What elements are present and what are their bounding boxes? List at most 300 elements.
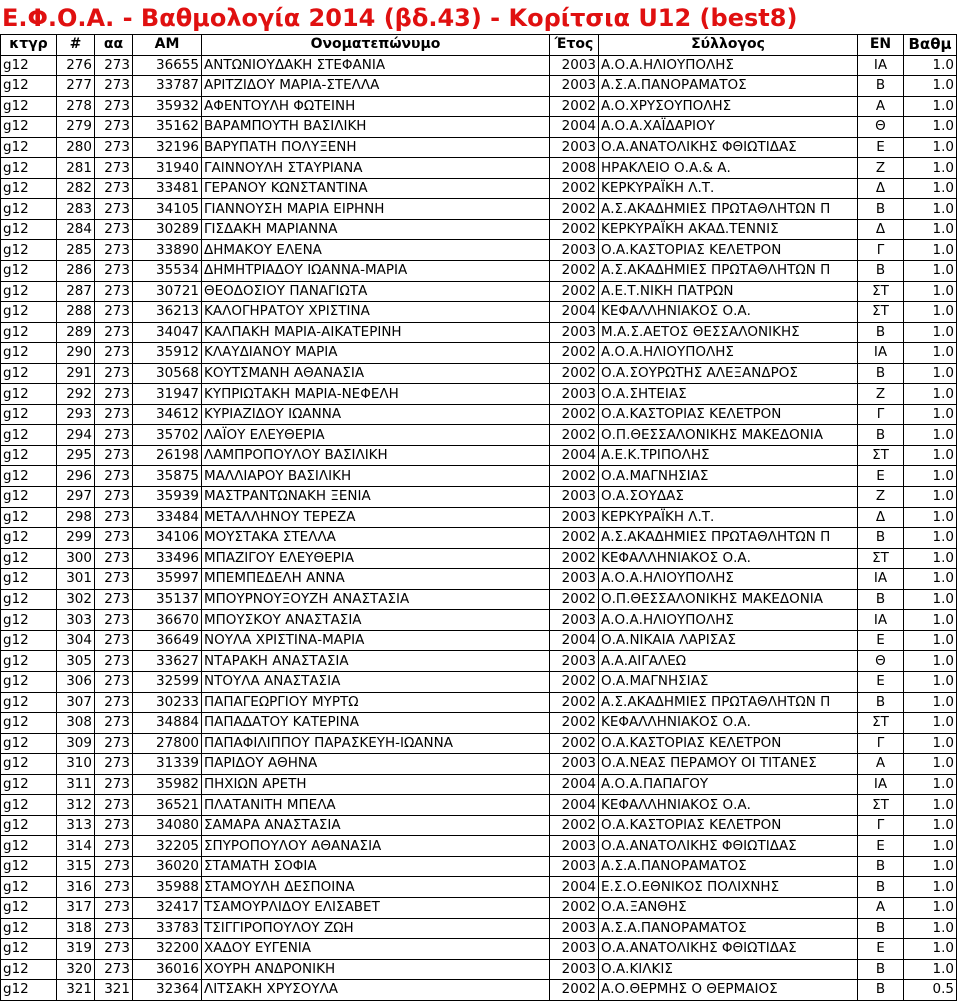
cell-year[interactable]: 2002 — [550, 363, 599, 384]
cell-fullname[interactable]: ΝΤΟΥΛΑ ΑΝΑΣΤΑΣΙΑ — [202, 671, 550, 692]
cell-club[interactable]: Α.Σ.Α.ΠΑΝΟΡΑΜΑΤΟΣ — [599, 856, 858, 877]
cell-fullname[interactable]: ΚΛΑΥΔΙΑΝΟΥ ΜΑΡΙΑ — [202, 343, 550, 364]
cell-fullname[interactable]: ΧΑΔΟΥ ΕΥΓΕΝΙΑ — [202, 939, 550, 960]
cell-points[interactable]: 1.0 — [904, 96, 957, 117]
cell-year[interactable]: 2004 — [550, 445, 599, 466]
cell-fullname[interactable]: ΠΛΑΤΑΝΙΤΗ ΜΠΕΛΑ — [202, 795, 550, 816]
cell-year[interactable]: 2003 — [550, 322, 599, 343]
cell-aa[interactable]: 273 — [95, 569, 133, 590]
cell-aa[interactable]: 273 — [95, 918, 133, 939]
cell-year[interactable]: 2002 — [550, 589, 599, 610]
cell-fullname[interactable]: ΠΑΡΙΔΟΥ ΑΘΗΝΑ — [202, 754, 550, 775]
cell-club[interactable]: Ο.Α.ΚΙΛΚΙΣ — [599, 959, 858, 980]
cell-am[interactable]: 34105 — [133, 199, 202, 220]
cell-category[interactable]: g12 — [1, 117, 57, 138]
cell-year[interactable]: 2003 — [550, 487, 599, 508]
cell-am[interactable]: 34047 — [133, 322, 202, 343]
cell-year[interactable]: 2003 — [550, 959, 599, 980]
cell-am[interactable]: 33496 — [133, 548, 202, 569]
cell-region[interactable]: Ε — [858, 630, 904, 651]
cell-am[interactable]: 35875 — [133, 466, 202, 487]
cell-club[interactable]: Ο.Π.ΘΕΣΣΑΛΟΝΙΚΗΣ ΜΑΚΕΔΟΝΙΑ — [599, 425, 858, 446]
cell-fullname[interactable]: ΝΟΥΛΑ ΧΡΙΣΤΙΝΑ-ΜΑΡΙΑ — [202, 630, 550, 651]
cell-category[interactable]: g12 — [1, 733, 57, 754]
header-region[interactable]: ΕΝ — [858, 35, 904, 56]
cell-points[interactable]: 1.0 — [904, 589, 957, 610]
cell-year[interactable]: 2002 — [550, 96, 599, 117]
cell-fullname[interactable]: ΠΑΠΑΦΙΛΙΠΠΟΥ ΠΑΡΑΣΚΕΥΗ-ΙΩΑΝΝΑ — [202, 733, 550, 754]
cell-am[interactable]: 35162 — [133, 117, 202, 138]
cell-points[interactable]: 1.0 — [904, 651, 957, 672]
cell-region[interactable]: Α — [858, 754, 904, 775]
cell-year[interactable]: 2002 — [550, 281, 599, 302]
cell-rank[interactable]: 320 — [57, 959, 95, 980]
cell-fullname[interactable]: ΚΥΡΙΑΖΙΔΟΥ ΙΩΑΝΝΑ — [202, 404, 550, 425]
cell-region[interactable]: Β — [858, 199, 904, 220]
header-am[interactable]: ΑΜ — [133, 35, 202, 56]
cell-rank[interactable]: 295 — [57, 445, 95, 466]
cell-aa[interactable]: 273 — [95, 302, 133, 323]
cell-rank[interactable]: 301 — [57, 569, 95, 590]
cell-am[interactable]: 32205 — [133, 836, 202, 857]
cell-points[interactable]: 1.0 — [904, 713, 957, 734]
cell-year[interactable]: 2003 — [550, 507, 599, 528]
cell-fullname[interactable]: ΝΤΑΡΑΚΗ ΑΝΑΣΤΑΣΙΑ — [202, 651, 550, 672]
cell-year[interactable]: 2003 — [550, 384, 599, 405]
cell-region[interactable]: Β — [858, 76, 904, 97]
cell-aa[interactable]: 273 — [95, 137, 133, 158]
cell-fullname[interactable]: ΣΠΥΡΟΠΟΥΛΟΥ ΑΘΑΝΑΣΙΑ — [202, 836, 550, 857]
cell-category[interactable]: g12 — [1, 980, 57, 1001]
cell-fullname[interactable]: ΜΕΤΑΛΛΗΝΟΥ ΤΕΡΕΖΑ — [202, 507, 550, 528]
cell-fullname[interactable]: ΔΗΜΗΤΡΙΑΔΟΥ ΙΩΑΝΝΑ-ΜΑΡΙΑ — [202, 261, 550, 282]
cell-category[interactable]: g12 — [1, 795, 57, 816]
cell-region[interactable]: Δ — [858, 178, 904, 199]
cell-region[interactable]: Β — [858, 363, 904, 384]
cell-year[interactable]: 2003 — [550, 55, 599, 76]
cell-fullname[interactable]: ΚΑΛΠΑΚΗ ΜΑΡΙΑ-ΑΙΚΑΤΕΡΙΝΗ — [202, 322, 550, 343]
cell-aa[interactable]: 273 — [95, 343, 133, 364]
cell-year[interactable]: 2003 — [550, 754, 599, 775]
cell-rank[interactable]: 289 — [57, 322, 95, 343]
cell-am[interactable]: 32196 — [133, 137, 202, 158]
cell-points[interactable]: 1.0 — [904, 815, 957, 836]
cell-category[interactable]: g12 — [1, 404, 57, 425]
cell-category[interactable]: g12 — [1, 199, 57, 220]
cell-club[interactable]: Ο.Α.ΝΙΚΑΙΑ ΛΑΡΙΣΑΣ — [599, 630, 858, 651]
cell-year[interactable]: 2004 — [550, 877, 599, 898]
cell-am[interactable]: 32417 — [133, 897, 202, 918]
cell-rank[interactable]: 315 — [57, 856, 95, 877]
cell-points[interactable]: 1.0 — [904, 445, 957, 466]
cell-club[interactable]: Ο.Α.ΑΝΑΤΟΛΙΚΗΣ ΦΘΙΩΤΙΔΑΣ — [599, 939, 858, 960]
cell-region[interactable]: Β — [858, 692, 904, 713]
cell-year[interactable]: 2002 — [550, 671, 599, 692]
cell-points[interactable]: 1.0 — [904, 158, 957, 179]
cell-am[interactable]: 35702 — [133, 425, 202, 446]
cell-category[interactable]: g12 — [1, 671, 57, 692]
cell-points[interactable]: 1.0 — [904, 137, 957, 158]
cell-fullname[interactable]: ΤΣΙΓΓΙΡΟΠΟΥΛΟΥ ΖΩΗ — [202, 918, 550, 939]
cell-rank[interactable]: 311 — [57, 774, 95, 795]
cell-region[interactable]: Γ — [858, 733, 904, 754]
cell-category[interactable]: g12 — [1, 569, 57, 590]
cell-year[interactable]: 2003 — [550, 569, 599, 590]
cell-club[interactable]: Ε.Σ.Ο.ΕΘΝΙΚΟΣ ΠΟΛΙΧΝΗΣ — [599, 877, 858, 898]
cell-fullname[interactable]: ΤΣΑΜΟΥΡΛΙΔΟΥ ΕΛΙΣΑΒΕΤ — [202, 897, 550, 918]
cell-region[interactable]: Β — [858, 589, 904, 610]
cell-fullname[interactable]: ΓΙΣΔΑΚΗ ΜΑΡΙΑΝΝΑ — [202, 219, 550, 240]
cell-year[interactable]: 2004 — [550, 302, 599, 323]
cell-rank[interactable]: 276 — [57, 55, 95, 76]
cell-rank[interactable]: 318 — [57, 918, 95, 939]
cell-club[interactable]: ΚΕΦΑΛΛΗΝΙΑΚΟΣ Ο.Α. — [599, 795, 858, 816]
cell-rank[interactable]: 309 — [57, 733, 95, 754]
cell-am[interactable]: 35988 — [133, 877, 202, 898]
cell-aa[interactable]: 273 — [95, 651, 133, 672]
cell-am[interactable]: 34106 — [133, 528, 202, 549]
cell-aa[interactable]: 273 — [95, 630, 133, 651]
cell-am[interactable]: 32200 — [133, 939, 202, 960]
cell-rank[interactable]: 317 — [57, 897, 95, 918]
cell-am[interactable]: 34612 — [133, 404, 202, 425]
cell-fullname[interactable]: ΘΕΟΔΟΣΙΟΥ ΠΑΝΑΓΙΩΤΑ — [202, 281, 550, 302]
cell-region[interactable]: ΙΑ — [858, 55, 904, 76]
cell-region[interactable]: Ε — [858, 836, 904, 857]
cell-aa[interactable]: 273 — [95, 487, 133, 508]
cell-year[interactable]: 2003 — [550, 137, 599, 158]
cell-points[interactable]: 1.0 — [904, 466, 957, 487]
cell-category[interactable]: g12 — [1, 548, 57, 569]
cell-club[interactable]: Α.Ο.Α.ΧΑΪΔΑΡΙΟΥ — [599, 117, 858, 138]
cell-category[interactable]: g12 — [1, 630, 57, 651]
cell-category[interactable]: g12 — [1, 918, 57, 939]
cell-rank[interactable]: 277 — [57, 76, 95, 97]
cell-category[interactable]: g12 — [1, 774, 57, 795]
cell-category[interactable]: g12 — [1, 281, 57, 302]
cell-aa[interactable]: 273 — [95, 610, 133, 631]
cell-rank[interactable]: 300 — [57, 548, 95, 569]
cell-year[interactable]: 2002 — [550, 713, 599, 734]
cell-region[interactable]: ΙΑ — [858, 610, 904, 631]
cell-category[interactable]: g12 — [1, 589, 57, 610]
cell-points[interactable]: 1.0 — [904, 302, 957, 323]
cell-club[interactable]: ΚΕΦΑΛΛΗΝΙΑΚΟΣ Ο.Α. — [599, 713, 858, 734]
cell-aa[interactable]: 273 — [95, 55, 133, 76]
cell-fullname[interactable]: ΜΑΛΛΙΑΡΟΥ ΒΑΣΙΛΙΚΗ — [202, 466, 550, 487]
cell-club[interactable]: Ο.Α.ΣΟΥΔΑΣ — [599, 487, 858, 508]
cell-category[interactable]: g12 — [1, 158, 57, 179]
cell-region[interactable]: ΣΤ — [858, 302, 904, 323]
cell-category[interactable]: g12 — [1, 343, 57, 364]
cell-category[interactable]: g12 — [1, 466, 57, 487]
cell-am[interactable]: 36016 — [133, 959, 202, 980]
cell-year[interactable]: 2002 — [550, 548, 599, 569]
cell-fullname[interactable]: ΣΤΑΜΟΥΛΗ ΔΕΣΠΟΙΝΑ — [202, 877, 550, 898]
cell-am[interactable]: 34080 — [133, 815, 202, 836]
cell-am[interactable]: 33627 — [133, 651, 202, 672]
cell-region[interactable]: Β — [858, 877, 904, 898]
cell-points[interactable]: 1.0 — [904, 939, 957, 960]
cell-aa[interactable]: 273 — [95, 363, 133, 384]
cell-category[interactable]: g12 — [1, 836, 57, 857]
cell-aa[interactable]: 273 — [95, 117, 133, 138]
cell-rank[interactable]: 281 — [57, 158, 95, 179]
cell-rank[interactable]: 285 — [57, 240, 95, 261]
cell-fullname[interactable]: ΑΝΤΩΝΙΟΥΔΑΚΗ ΣΤΕΦΑΝΙΑ — [202, 55, 550, 76]
cell-category[interactable]: g12 — [1, 363, 57, 384]
cell-points[interactable]: 1.0 — [904, 178, 957, 199]
cell-region[interactable]: Β — [858, 959, 904, 980]
cell-region[interactable]: Ε — [858, 137, 904, 158]
cell-category[interactable]: g12 — [1, 384, 57, 405]
cell-points[interactable]: 1.0 — [904, 774, 957, 795]
cell-region[interactable]: ΙΑ — [858, 774, 904, 795]
header-rank[interactable]: # — [57, 35, 95, 56]
cell-category[interactable]: g12 — [1, 897, 57, 918]
header-year[interactable]: Έτος — [550, 35, 599, 56]
cell-category[interactable]: g12 — [1, 178, 57, 199]
cell-am[interactable]: 35534 — [133, 261, 202, 282]
cell-aa[interactable]: 273 — [95, 466, 133, 487]
cell-year[interactable]: 2003 — [550, 240, 599, 261]
cell-rank[interactable]: 316 — [57, 877, 95, 898]
cell-region[interactable]: Α — [858, 96, 904, 117]
cell-aa[interactable]: 273 — [95, 528, 133, 549]
cell-year[interactable]: 2003 — [550, 651, 599, 672]
cell-points[interactable]: 1.0 — [904, 918, 957, 939]
cell-am[interactable]: 35997 — [133, 569, 202, 590]
cell-am[interactable]: 32364 — [133, 980, 202, 1001]
cell-category[interactable]: g12 — [1, 302, 57, 323]
cell-category[interactable]: g12 — [1, 528, 57, 549]
cell-am[interactable]: 35932 — [133, 96, 202, 117]
cell-rank[interactable]: 294 — [57, 425, 95, 446]
cell-rank[interactable]: 287 — [57, 281, 95, 302]
cell-fullname[interactable]: ΔΗΜΑΚΟΥ ΕΛΕΝΑ — [202, 240, 550, 261]
cell-region[interactable]: ΙΑ — [858, 569, 904, 590]
cell-aa[interactable]: 273 — [95, 897, 133, 918]
cell-club[interactable]: Ο.Α.ΝΕΑΣ ΠΕΡΑΜΟΥ ΟΙ ΤΙΤΑΝΕΣ — [599, 754, 858, 775]
cell-aa[interactable]: 273 — [95, 507, 133, 528]
cell-fullname[interactable]: ΒΑΡΑΜΠΟΥΤΗ ΒΑΣΙΛΙΚΗ — [202, 117, 550, 138]
cell-am[interactable]: 34884 — [133, 713, 202, 734]
cell-am[interactable]: 35982 — [133, 774, 202, 795]
cell-rank[interactable]: 292 — [57, 384, 95, 405]
cell-am[interactable]: 31947 — [133, 384, 202, 405]
cell-points[interactable]: 1.0 — [904, 404, 957, 425]
cell-points[interactable]: 1.0 — [904, 959, 957, 980]
cell-year[interactable]: 2008 — [550, 158, 599, 179]
cell-region[interactable]: ΣΤ — [858, 281, 904, 302]
cell-points[interactable]: 1.0 — [904, 117, 957, 138]
cell-region[interactable]: Β — [858, 322, 904, 343]
cell-aa[interactable]: 273 — [95, 96, 133, 117]
cell-category[interactable]: g12 — [1, 692, 57, 713]
cell-points[interactable]: 1.0 — [904, 610, 957, 631]
cell-club[interactable]: Ο.Α.ΑΝΑΤΟΛΙΚΗΣ ΦΘΙΩΤΙΔΑΣ — [599, 836, 858, 857]
cell-rank[interactable]: 298 — [57, 507, 95, 528]
cell-club[interactable]: Ο.Α.ΞΑΝΘΗΣ — [599, 897, 858, 918]
cell-rank[interactable]: 312 — [57, 795, 95, 816]
cell-rank[interactable]: 283 — [57, 199, 95, 220]
cell-region[interactable]: Β — [858, 980, 904, 1001]
cell-club[interactable]: Α.Ο.ΧΡΥΣΟΥΠΟΛΗΣ — [599, 96, 858, 117]
cell-points[interactable]: 1.0 — [904, 733, 957, 754]
cell-rank[interactable]: 310 — [57, 754, 95, 775]
cell-points[interactable]: 1.0 — [904, 322, 957, 343]
cell-points[interactable]: 1.0 — [904, 55, 957, 76]
cell-fullname[interactable]: ΚΟΥΤΣΜΑΝΗ ΑΘΑΝΑΣΙΑ — [202, 363, 550, 384]
cell-am[interactable]: 30233 — [133, 692, 202, 713]
cell-rank[interactable]: 296 — [57, 466, 95, 487]
cell-club[interactable]: Ο.Α.ΚΑΣΤΟΡΙΑΣ ΚΕΛΕΤΡΟΝ — [599, 404, 858, 425]
cell-aa[interactable]: 273 — [95, 158, 133, 179]
cell-fullname[interactable]: ΜΠΟΥΣΚΟΥ ΑΝΑΣΤΑΣΙΑ — [202, 610, 550, 631]
cell-points[interactable]: 1.0 — [904, 261, 957, 282]
cell-fullname[interactable]: ΜΠΟΥΡΝΟΥΞΟΥΖΗ ΑΝΑΣΤΑΣΙΑ — [202, 589, 550, 610]
cell-rank[interactable]: 319 — [57, 939, 95, 960]
cell-region[interactable]: Θ — [858, 651, 904, 672]
cell-year[interactable]: 2002 — [550, 733, 599, 754]
cell-aa[interactable]: 273 — [95, 261, 133, 282]
cell-aa[interactable]: 273 — [95, 856, 133, 877]
cell-fullname[interactable]: ΚΑΛΟΓΗΡΑΤΟΥ ΧΡΙΣΤΙΝΑ — [202, 302, 550, 323]
cell-year[interactable]: 2002 — [550, 404, 599, 425]
header-club[interactable]: Σύλλογος — [599, 35, 858, 56]
cell-fullname[interactable]: ΑΡΙΤΖΙΔΟΥ ΜΑΡΙΑ-ΣΤΕΛΛΑ — [202, 76, 550, 97]
cell-category[interactable]: g12 — [1, 425, 57, 446]
cell-club[interactable]: ΚΕΡΚΥΡΑΪΚΗ ΑΚΑΔ.ΤΕΝΝΙΣ — [599, 219, 858, 240]
cell-fullname[interactable]: ΓΑΙΝΝΟΥΛΗ ΣΤΑΥΡΙΑΝΑ — [202, 158, 550, 179]
cell-year[interactable]: 2002 — [550, 980, 599, 1001]
cell-am[interactable]: 26198 — [133, 445, 202, 466]
cell-region[interactable]: Γ — [858, 404, 904, 425]
cell-aa[interactable]: 273 — [95, 692, 133, 713]
cell-category[interactable]: g12 — [1, 856, 57, 877]
cell-aa[interactable]: 273 — [95, 219, 133, 240]
cell-fullname[interactable]: ΛΙΤΣΑΚΗ ΧΡΥΣΟΥΛΑ — [202, 980, 550, 1001]
cell-region[interactable]: Ζ — [858, 158, 904, 179]
cell-club[interactable]: Α.Ο.ΘΕΡΜΗΣ Ο ΘΕΡΜΑΙΟΣ — [599, 980, 858, 1001]
cell-year[interactable]: 2002 — [550, 692, 599, 713]
cell-category[interactable]: g12 — [1, 815, 57, 836]
cell-club[interactable]: Ο.Α.ΜΑΓΝΗΣΙΑΣ — [599, 671, 858, 692]
cell-year[interactable]: 2002 — [550, 897, 599, 918]
cell-am[interactable]: 31339 — [133, 754, 202, 775]
cell-club[interactable]: Α.Ο.Α.ΗΛΙΟΥΠΟΛΗΣ — [599, 569, 858, 590]
cell-points[interactable]: 1.0 — [904, 692, 957, 713]
cell-category[interactable]: g12 — [1, 939, 57, 960]
cell-region[interactable]: Α — [858, 897, 904, 918]
cell-club[interactable]: ΚΕΡΚΥΡΑΪΚΗ Λ.Τ. — [599, 507, 858, 528]
cell-am[interactable]: 35137 — [133, 589, 202, 610]
cell-region[interactable]: Β — [858, 918, 904, 939]
cell-points[interactable]: 0.5 — [904, 980, 957, 1001]
cell-club[interactable]: Ο.Α.ΑΝΑΤΟΛΙΚΗΣ ΦΘΙΩΤΙΔΑΣ — [599, 137, 858, 158]
cell-category[interactable]: g12 — [1, 610, 57, 631]
cell-category[interactable]: g12 — [1, 240, 57, 261]
header-fullname[interactable]: Ονοματεπώνυμο — [202, 35, 550, 56]
cell-club[interactable]: ΚΕΦΑΛΛΗΝΙΑΚΟΣ Ο.Α. — [599, 548, 858, 569]
cell-year[interactable]: 2004 — [550, 630, 599, 651]
cell-rank[interactable]: 286 — [57, 261, 95, 282]
cell-year[interactable]: 2002 — [550, 261, 599, 282]
cell-am[interactable]: 32599 — [133, 671, 202, 692]
cell-year[interactable]: 2003 — [550, 610, 599, 631]
cell-fullname[interactable]: ΓΕΡΑΝΟΥ ΚΩΝΣΤΑΝΤΙΝΑ — [202, 178, 550, 199]
cell-am[interactable]: 30721 — [133, 281, 202, 302]
cell-am[interactable]: 36020 — [133, 856, 202, 877]
cell-category[interactable]: g12 — [1, 96, 57, 117]
cell-points[interactable]: 1.0 — [904, 569, 957, 590]
cell-club[interactable]: Α.Σ.ΑΚΑΔΗΜΙΕΣ ΠΡΩΤΑΘΛΗΤΩΝ Π — [599, 528, 858, 549]
cell-am[interactable]: 33890 — [133, 240, 202, 261]
cell-club[interactable]: Ο.Α.ΜΑΓΝΗΣΙΑΣ — [599, 466, 858, 487]
cell-fullname[interactable]: ΜΑΣΤΡΑΝΤΩΝΑΚΗ ΞΕΝΙΑ — [202, 487, 550, 508]
cell-fullname[interactable]: ΣΤΑΜΑΤΗ ΣΟΦΙΑ — [202, 856, 550, 877]
cell-year[interactable]: 2002 — [550, 219, 599, 240]
cell-fullname[interactable]: ΣΑΜΑΡΑ ΑΝΑΣΤΑΣΙΑ — [202, 815, 550, 836]
cell-region[interactable]: ΣΤ — [858, 445, 904, 466]
cell-region[interactable]: ΙΑ — [858, 343, 904, 364]
cell-fullname[interactable]: ΓΙΑΝΝΟΥΣΗ ΜΑΡΙΑ ΕΙΡΗΝΗ — [202, 199, 550, 220]
cell-rank[interactable]: 282 — [57, 178, 95, 199]
cell-region[interactable]: Ε — [858, 671, 904, 692]
cell-rank[interactable]: 293 — [57, 404, 95, 425]
cell-region[interactable]: Ζ — [858, 384, 904, 405]
cell-club[interactable]: Α.Σ.Α.ΠΑΝΟΡΑΜΑΤΟΣ — [599, 76, 858, 97]
cell-points[interactable]: 1.0 — [904, 507, 957, 528]
cell-rank[interactable]: 307 — [57, 692, 95, 713]
cell-club[interactable]: Μ.Α.Σ.ΑΕΤΟΣ ΘΕΣΣΑΛΟΝΙΚΗΣ — [599, 322, 858, 343]
cell-club[interactable]: ΚΕΡΚΥΡΑΪΚΗ Λ.Τ. — [599, 178, 858, 199]
cell-year[interactable]: 2003 — [550, 856, 599, 877]
cell-club[interactable]: Α.Ο.Α.ΗΛΙΟΥΠΟΛΗΣ — [599, 343, 858, 364]
cell-aa[interactable]: 273 — [95, 815, 133, 836]
cell-am[interactable]: 27800 — [133, 733, 202, 754]
cell-fullname[interactable]: ΧΟΥΡΗ ΑΝΔΡΟΝΙΚΗ — [202, 959, 550, 980]
cell-am[interactable]: 36649 — [133, 630, 202, 651]
cell-rank[interactable]: 308 — [57, 713, 95, 734]
cell-aa[interactable]: 273 — [95, 322, 133, 343]
cell-am[interactable]: 33783 — [133, 918, 202, 939]
cell-points[interactable]: 1.0 — [904, 528, 957, 549]
cell-rank[interactable]: 304 — [57, 630, 95, 651]
cell-aa[interactable]: 273 — [95, 671, 133, 692]
cell-aa[interactable]: 273 — [95, 754, 133, 775]
cell-fullname[interactable]: ΛΑΪΟΥ ΕΛΕΥΘΕΡΙΑ — [202, 425, 550, 446]
cell-fullname[interactable]: ΜΠΕΜΠΕΔΕΛΗ ΑΝΝΑ — [202, 569, 550, 590]
cell-points[interactable]: 1.0 — [904, 877, 957, 898]
cell-club[interactable]: Α.Σ.ΑΚΑΔΗΜΙΕΣ ΠΡΩΤΑΘΛΗΤΩΝ Π — [599, 692, 858, 713]
cell-fullname[interactable]: ΠΑΠΑΓΕΩΡΓΙΟΥ ΜΥΡΤΩ — [202, 692, 550, 713]
cell-points[interactable]: 1.0 — [904, 795, 957, 816]
cell-region[interactable]: ΣΤ — [858, 795, 904, 816]
cell-category[interactable]: g12 — [1, 754, 57, 775]
cell-points[interactable]: 1.0 — [904, 281, 957, 302]
cell-category[interactable]: g12 — [1, 959, 57, 980]
cell-year[interactable]: 2004 — [550, 795, 599, 816]
cell-aa[interactable]: 273 — [95, 548, 133, 569]
cell-region[interactable]: Γ — [858, 240, 904, 261]
cell-am[interactable]: 35939 — [133, 487, 202, 508]
cell-club[interactable]: Α.Ο.Α.ΗΛΙΟΥΠΟΛΗΣ — [599, 610, 858, 631]
cell-category[interactable]: g12 — [1, 487, 57, 508]
cell-aa[interactable]: 273 — [95, 445, 133, 466]
cell-am[interactable]: 33484 — [133, 507, 202, 528]
cell-club[interactable]: Α.Σ.Α.ΠΑΝΟΡΑΜΑΤΟΣ — [599, 918, 858, 939]
